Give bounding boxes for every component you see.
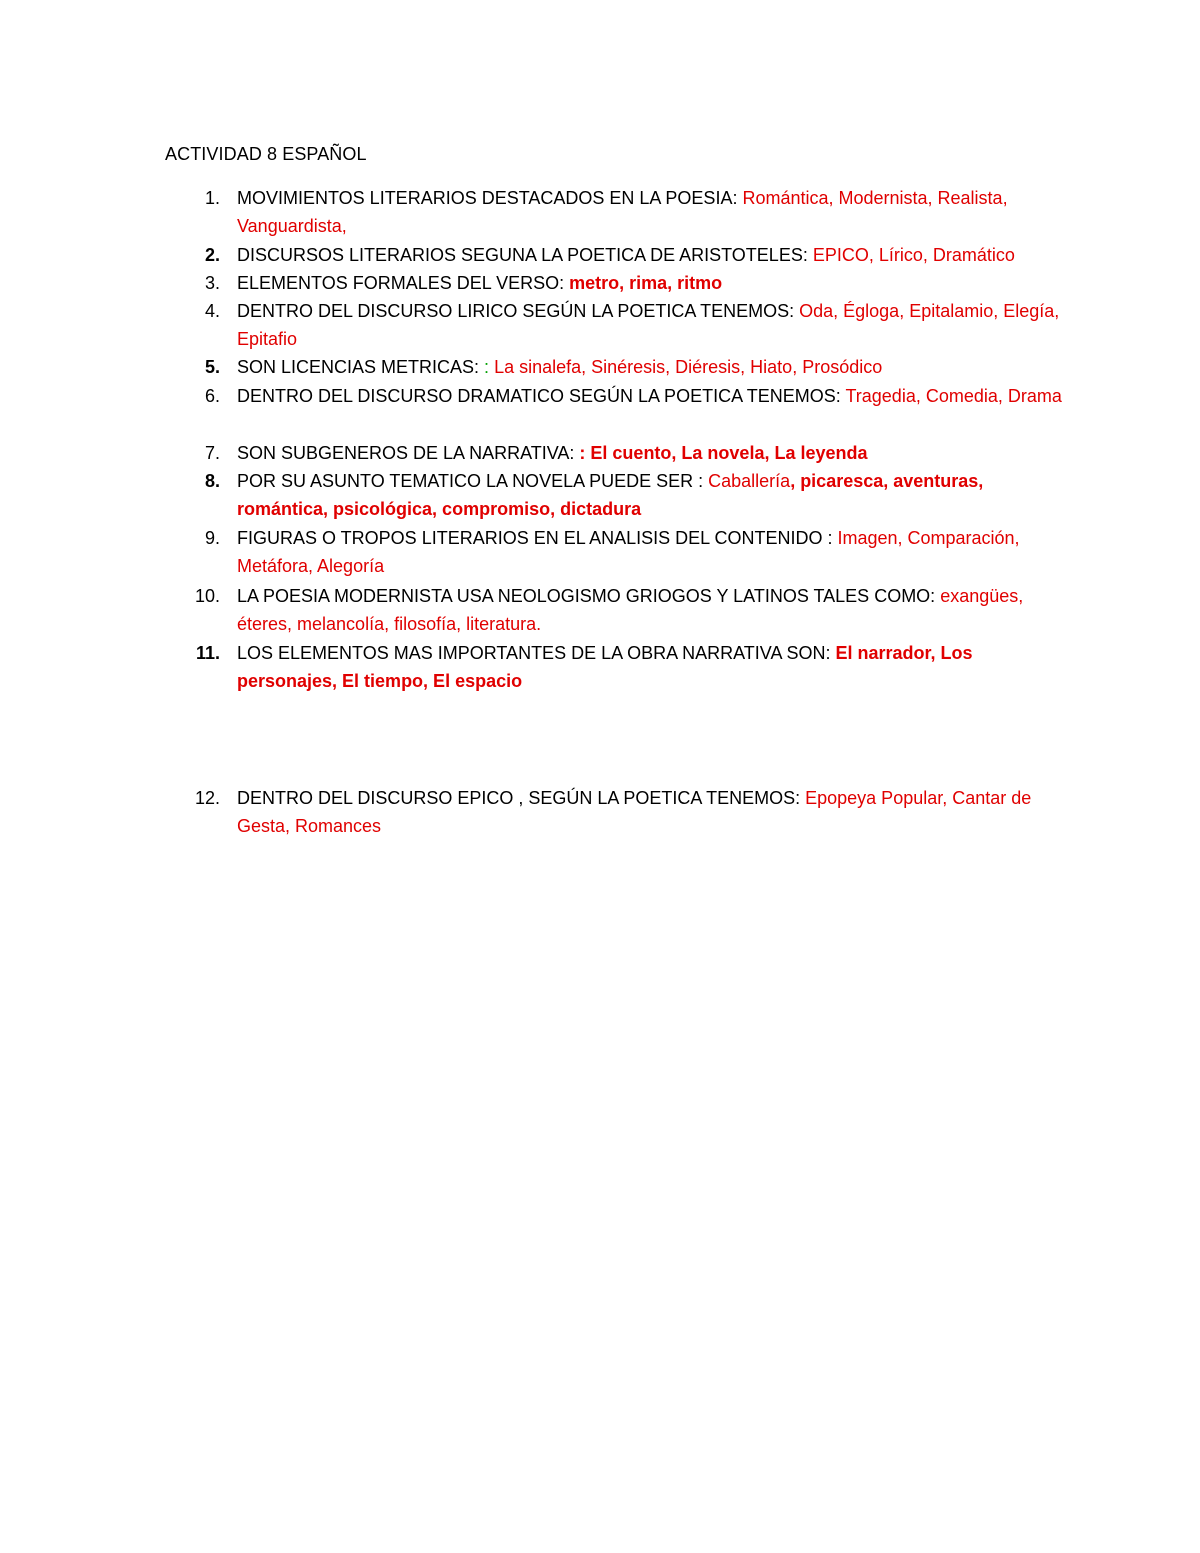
item-answer: EPICO, Lírico, Dramático: [812, 245, 1015, 265]
item-text: [237, 784, 1067, 840]
item-answer: Imagen, Comparación, Metáfora, Alegoría: [237, 528, 1020, 576]
item-question: DENTRO DEL DISCURSO EPICO , SEGÚN LA POETICA TENEMOS:: [237, 788, 806, 808]
item-question: SON LICENCIAS METRICAS:: [237, 357, 485, 377]
item-text: [237, 297, 1067, 353]
item-number: 12.: [194, 788, 220, 808]
item-number: 10.: [194, 586, 220, 606]
item-text: [237, 353, 1067, 381]
item-number: 4.: [204, 301, 220, 321]
item-answer: Tragedia, Comedia, Drama: [845, 386, 1062, 406]
item-number: 5.: [204, 357, 220, 377]
item-question: FIGURAS O TROPOS LITERARIOS EN EL ANALISIS DEL CONTENIDO :: [237, 528, 838, 548]
item-text: [237, 184, 1067, 240]
item-number: 11.: [195, 643, 220, 663]
item-number: 1.: [204, 188, 220, 208]
item-text: [237, 582, 1067, 638]
item-question: POR SU ASUNTO TEMATICO LA NOVELA PUEDE SER :: [237, 471, 709, 491]
item-text: [237, 382, 1067, 410]
item-question: DENTRO DEL DISCURSO LIRICO SEGÚN LA POETICA TENEMOS:: [237, 301, 800, 321]
item-text: [237, 241, 1067, 269]
item-answer: El narrador, Los personajes, El tiempo, El espacio: [237, 643, 973, 691]
document-title: ACTIVIDAD 8 ESPAÑOL: [165, 144, 367, 164]
item-answer: exangües, éteres, melancolía, filosofía, literatura.: [237, 586, 1024, 634]
item-number: 2.: [204, 245, 220, 265]
item-question: DISCURSOS LITERARIOS SEGUNA LA POETICA DE ARISTOTELES:: [237, 245, 813, 265]
item-number: 6.: [204, 386, 220, 406]
item-text: [237, 269, 1067, 297]
item-number: 3.: [204, 273, 220, 293]
item-answer: : El cuento, La novela, La leyenda: [579, 443, 868, 463]
item-answer: Romántica, Modernista, Realista, Vanguardista,: [237, 188, 1008, 236]
item-text: [237, 639, 1067, 695]
item-separator: :: [484, 357, 495, 377]
item-question: LA POESIA MODERNISTA USA NEOLOGISMO GRIOGOS Y LATINOS TALES COMO:: [237, 586, 941, 606]
item-number: 9.: [204, 528, 220, 548]
item-question: MOVIMIENTOS LITERARIOS DESTACADOS EN LA POESIA:: [237, 188, 743, 208]
item-question: DENTRO DEL DISCURSO DRAMATICO SEGÚN LA POETICA TENEMOS:: [237, 386, 846, 406]
item-number: 7.: [204, 443, 220, 463]
item-question: ELEMENTOS FORMALES DEL VERSO:: [237, 273, 570, 293]
item-question: LOS ELEMENTOS MAS IMPORTANTES DE LA OBRA NARRATIVA SON:: [237, 643, 836, 663]
item-answer-bold: , picaresca, aventuras, romántica, psicológica, compromiso, dictadura: [237, 471, 984, 519]
item-answer: La sinalefa, Sinéresis, Diéresis, Hiato, Prosódico: [494, 357, 883, 377]
item-number: 8.: [204, 471, 220, 491]
item-answer: Epopeya Popular, Cantar de Gesta, Romances: [237, 788, 1032, 836]
item-answer: Oda, Égloga, Epitalamio, Elegía, Epitafio: [237, 301, 1060, 349]
item-question: SON SUBGENEROS DE LA NARRATIVA:: [237, 443, 580, 463]
item-answer: metro, rima, ritmo: [569, 273, 723, 293]
item-text: [237, 467, 1067, 523]
item-text: [237, 439, 1067, 467]
item-text: [237, 524, 1067, 580]
item-answer: Caballería: [708, 471, 791, 491]
